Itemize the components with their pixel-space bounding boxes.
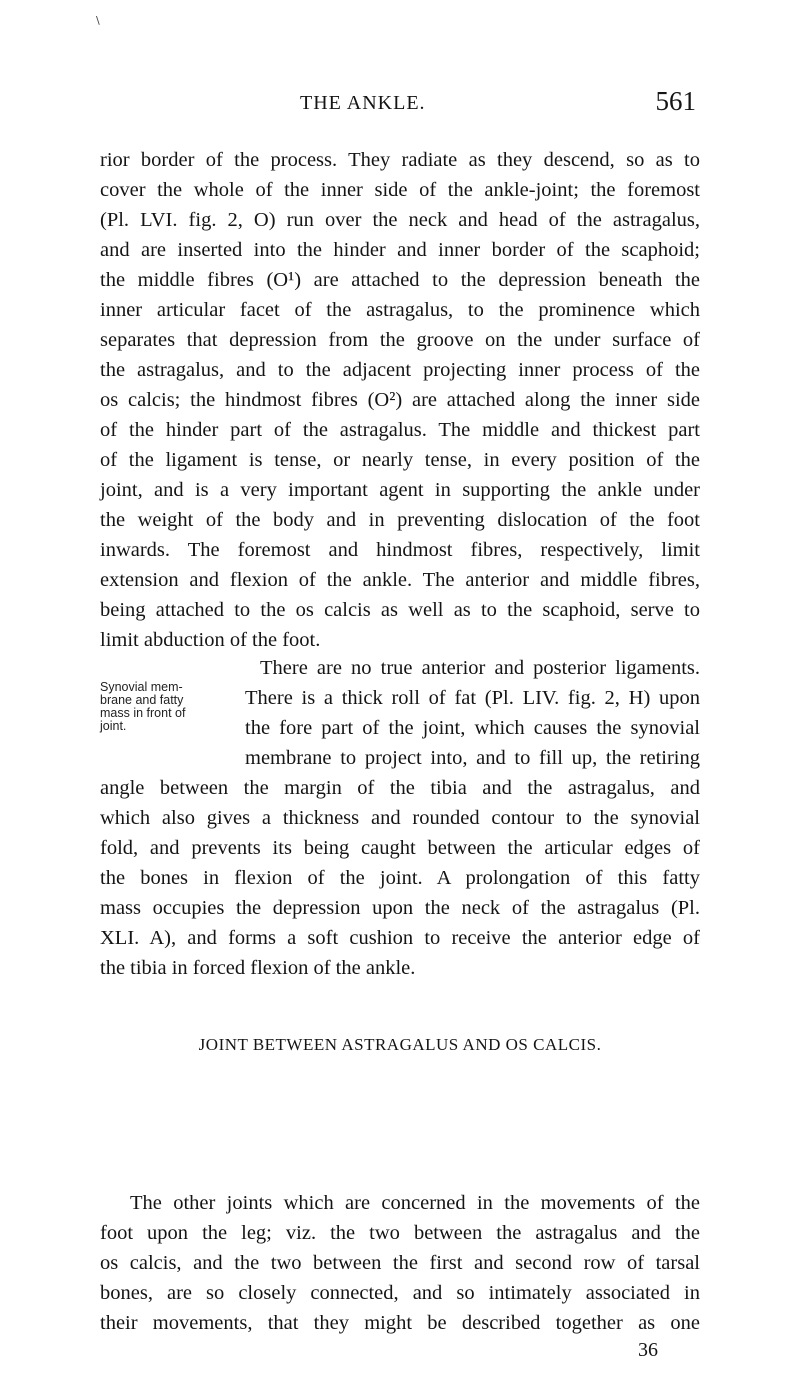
text-line: the astragalus, and to the adjacent projecting inner process of the xyxy=(100,359,700,381)
text-line: The other joints which are concerned in the movements of the xyxy=(130,1192,700,1214)
text-line: which also gives a thickness and rounded contour to the synovial xyxy=(100,807,700,829)
running-title: THE ANKLE. xyxy=(300,92,426,114)
text-line: inwards. The foremost and hindmost fibres, respectively, limit xyxy=(100,539,700,561)
margin-tick-mark: \ xyxy=(96,14,100,27)
text-line: the bones in flexion of the joint. A prolongation of this fatty xyxy=(100,867,700,889)
page-number: 561 xyxy=(655,86,696,116)
paragraph-fat-roll xyxy=(100,680,700,983)
text-line: the weight of the body and in preventing dislocation of the foot xyxy=(100,509,700,531)
text-line: XLI. A), and forms a soft cushion to receive the anterior edge of xyxy=(100,927,700,949)
text-line: foot upon the leg; viz. the two between the astragalus and the xyxy=(100,1222,700,1244)
text-line: membrane to project into, and to fill up, the retiring xyxy=(245,747,700,769)
text-line: There are no true anterior and posterior ligaments. xyxy=(260,657,700,679)
text-line: the middle fibres (O¹) are attached to the depression beneath the xyxy=(100,269,700,291)
text-line: their movements, that they might be described together as one xyxy=(100,1312,700,1334)
text-line: angle between the margin of the tibia and the astragalus, and xyxy=(100,777,700,799)
text-line: (Pl. LVI. fig. 2, O) run over the neck and head of the astragalus, xyxy=(100,209,700,231)
text-line: bones, are so closely connected, and so intimately associated in xyxy=(100,1282,700,1304)
text-line: the fore part of the joint, which causes the synovial xyxy=(245,717,700,739)
paragraph-no-anterior-ligaments xyxy=(100,653,700,683)
text-line: of the hinder part of the astragalus. The middle and thickest part xyxy=(100,419,700,441)
text-line: fold, and prevents its being caught between the articular edges of xyxy=(100,837,700,859)
text-line: There is a thick roll of fat (Pl. LIV. fig. 2, H) upon xyxy=(245,687,700,709)
text-line: separates that depression from the groove on the under surface of xyxy=(100,329,700,351)
printer-signature-mark: 36 xyxy=(638,1339,658,1361)
text-line: rior border of the process. They radiate as they descend, so as to xyxy=(100,149,700,171)
text-line: inner articular facet of the astragalus, to the prominence which xyxy=(100,299,700,321)
text-line: mass occupies the depression upon the neck of the astragalus (Pl. xyxy=(100,897,700,919)
margin-sidenote: Synovial mem-brane and fatty mass in front of joint. xyxy=(100,680,186,733)
text-line: cover the whole of the inner side of the ankle-joint; the foremost xyxy=(100,179,700,201)
paragraph-deltoid-ligament xyxy=(100,145,700,655)
text-line: the tibia in forced flexion of the ankle. xyxy=(100,957,416,979)
paragraph-other-joints xyxy=(100,1188,700,1338)
section-heading: JOINT BETWEEN ASTRAGALUS AND OS CALCIS. xyxy=(198,1035,602,1054)
text-line: os calcis, and the two between the first and second row of tarsal xyxy=(100,1252,700,1274)
text-line: joint, and is a very important agent in supporting the ankle under xyxy=(100,479,700,501)
text-line: being attached to the os calcis as well as to the scaphoid, serve to xyxy=(100,599,700,621)
text-line: of the ligament is tense, or nearly tense, in every position of the xyxy=(100,449,700,471)
text-line: extension and flexion of the ankle. The anterior and middle fibres, xyxy=(100,569,700,591)
text-line: and are inserted into the hinder and inner border of the scaphoid; xyxy=(100,239,700,261)
text-line: os calcis; the hindmost fibres (O²) are attached along the inner side xyxy=(100,389,700,411)
text-line: limit abduction of the foot. xyxy=(100,629,321,651)
